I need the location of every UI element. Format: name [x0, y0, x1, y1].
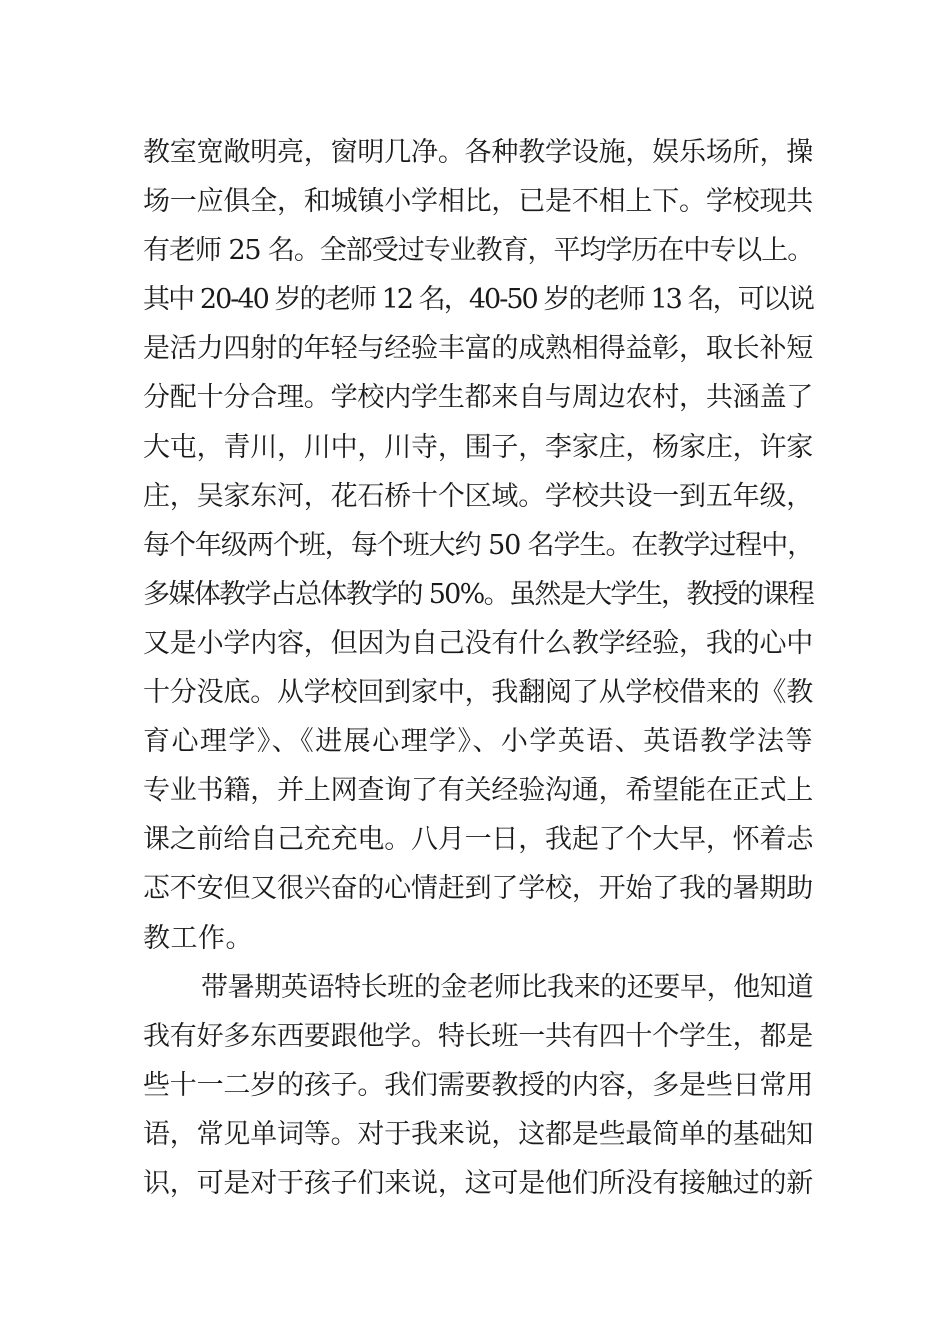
paragraph-2 — [143, 963, 813, 1208]
text-line: 庄，吴家东河，花石桥十个区域。学校共设一到五年级， — [143, 480, 813, 512]
text-line: 带暑期英语特长班的金老师比我来的还要早，他知道 — [201, 971, 813, 1003]
text-line: 是活力四射的年轻与经验丰富的成熟相得益彰，取长补短 — [143, 333, 813, 365]
text-line: 有老师 25 名。全部受过专业教育，平均学历在中专以上。 — [143, 235, 813, 267]
text-line: 识，可是对于孩子们来说，这可是他们所没有接触过的新 — [143, 1167, 813, 1199]
text-line: 其中 20-40 岁的老师 12 名，40-50 岁的老师 13 名，可以说 — [143, 284, 813, 316]
text-line: 育心理学》、《进展心理学》、小学英语、英语教学法等 — [143, 726, 813, 758]
text-line: 又是小学内容，但因为自己没有什么教学经验，我的心中 — [143, 627, 813, 659]
text-line: 专业书籍，并上网查询了有关经验沟通，希望能在正式上 — [143, 775, 813, 807]
paragraph-1 — [143, 128, 813, 963]
text-line: 场一应俱全，和城镇小学相比，已是不相上下。学校现共 — [143, 186, 813, 218]
text-line: 分配十分合理。学校内学生都来自与周边农村，共涵盖了 — [143, 382, 813, 414]
text-line: 忑不安但又很兴奋的心情赶到了学校，开始了我的暑期助 — [143, 873, 813, 905]
text-line: 每个年级两个班，每个班大约 50 名学生。在教学过程中， — [143, 529, 813, 561]
text-line: 我有好多东西要跟他学。特长班一共有四十个学生，都是 — [143, 1020, 813, 1052]
text-line: 教室宽敞明亮，窗明几净。各种教学设施，娱乐场所，操 — [143, 137, 813, 168]
text-line: 多媒体教学占总体教学的 50%。虽然是大学生，教授的课程 — [143, 578, 813, 610]
text-line: 教工作。 — [143, 922, 253, 954]
text-line: 语，常见单词等。对于我来说，这都是些最简单的基础知 — [143, 1118, 813, 1150]
body-text — [143, 128, 813, 1208]
text-line: 些十一二岁的孩子。我们需要教授的内容，多是些日常用 — [143, 1069, 813, 1101]
text-line: 十分没底。从学校回到家中，我翻阅了从学校借来的《教 — [143, 677, 813, 709]
text-line: 大屯，青川，川中，川寺，围子，李家庄，杨家庄，许家 — [143, 431, 813, 463]
text-line: 课之前给自己充充电。八月一日，我起了个大早，怀着忐 — [143, 824, 813, 856]
